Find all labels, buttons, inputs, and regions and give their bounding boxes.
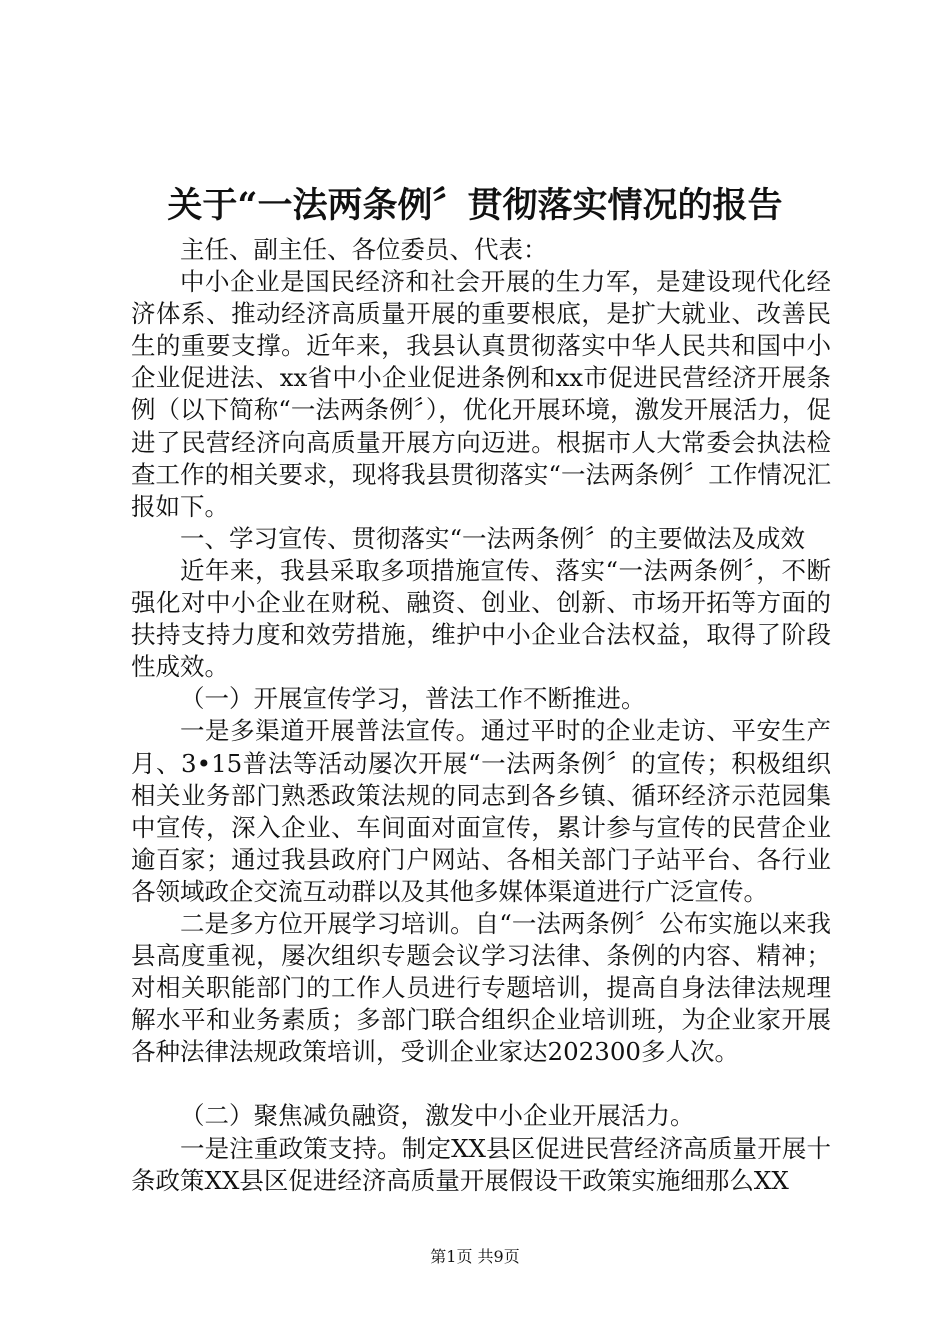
paragraph-publicity: 一是多渠道开展普法宣传。通过平时的企业走访、平安生产月、3•15普法等活动屡次开展“一法两条例〞的宣传；积极组织相关业务部门熟悉政策法规的同志到各乡镇、循环经济示范园集中宣传，深入企业、车间面对面宣传，累计参与宣传的民营企业逾百家；通过我县政府门户网站、各相关部门子站平台、各行业各领域政企交流互动群以及其他多媒体渠道进行广泛宣传。 [131, 716, 831, 906]
subheading-2: （二）聚焦减负融资，激发中小企业开展活力。 [180, 1101, 695, 1131]
paragraph-section-1: 近年来，我县采取多项措施宣传、落实“一法两条例〞，不断强化对中小企业在财税、融资、创业、创新、市场开拓等方面的扶持支持力度和效劳措施，维护中小企业合法权益，取得了阶段性成效。 [131, 555, 831, 682]
section-heading-1: 一、学习宣传、贯彻落实“一法两条例〞的主要做法及成效 [180, 523, 806, 553]
page-number-footer: 第1页 共9页 [430, 1247, 520, 1266]
paragraph-policy: 一是注重政策支持。制定XX县区促进民营经济高质量开展十条政策XX县区促进经济高质量开展假设干政策实施细那么XX [131, 1133, 831, 1195]
subheading-1: （一）开展宣传学习，普法工作不断推进。 [180, 684, 646, 714]
paragraph-intro: 中小企业是国民经济和社会开展的生力军，是建设现代化经济体系、推动经济高质量开展的重要根底，是扩大就业、改善民生的重要支撑。近年来，我县认真贯彻落实中华人民共和国中小企业促进法、xx省中小企业促进条例和xx市促进民营经济开展条例（以下简称“一法两条例〞），优化开展环境，激发开展活力，促进了民营经济向高质量开展方向迈进。根据市人大常委会执法检查工作的相关要求，现将我县贯彻落实“一法两条例〞工作情况汇报如下。 [131, 267, 831, 521]
document-body [131, 234, 831, 1197]
salutation: 主任、副主任、各位委员、代表： [180, 235, 548, 264]
paragraph-training: 二是多方位开展学习培训。自“一法两条例〞公布实施以来我县高度重视，屡次组织专题会议学习法律、条例的内容、精神；对相关职能部门的工作人员进行专题培训，提高自身法律法规理解水平和业务素质；多部门联合组织企业培训班，为企业家开展各种法律法规政策培训，受训企业家达202300多人次。 [131, 908, 831, 1067]
document-title: 关于“一法两条例〞贯彻落实情况的报告 [167, 185, 783, 226]
